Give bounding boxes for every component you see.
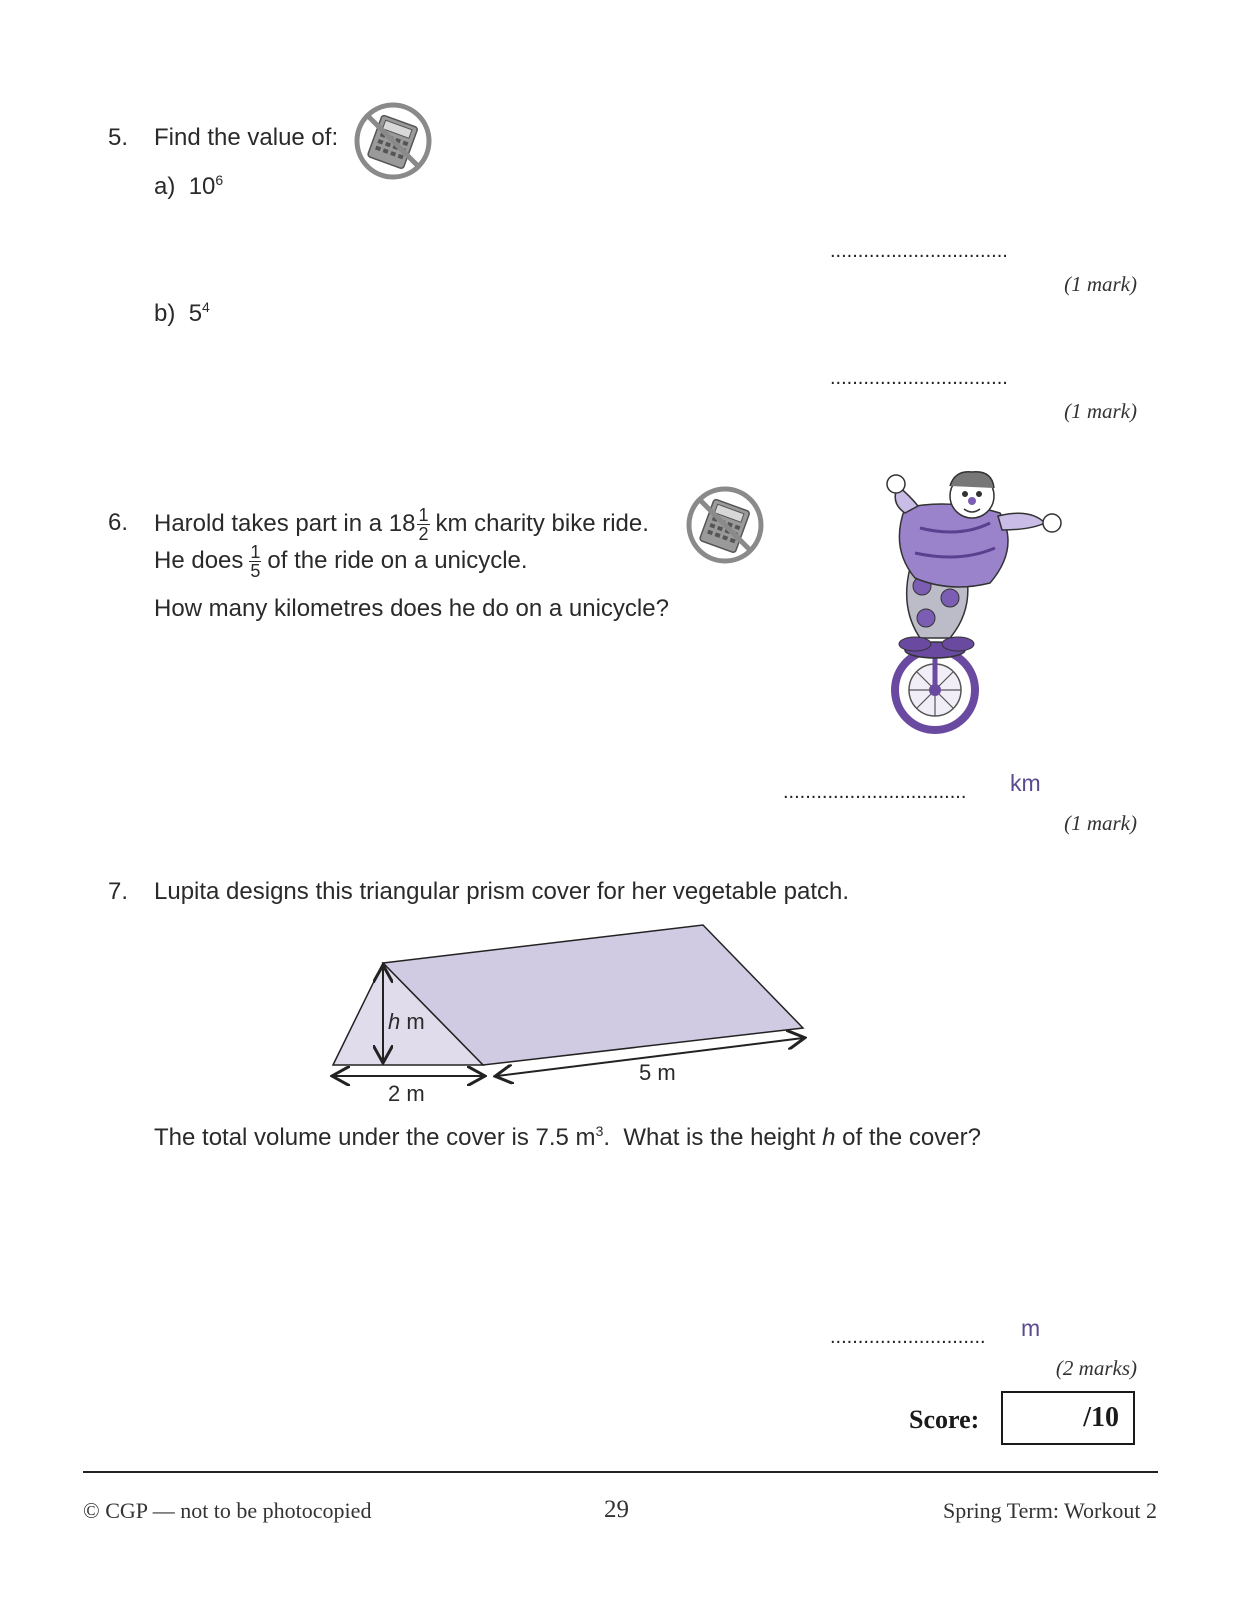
- q7-question: [154, 1123, 981, 1153]
- q5b-marks: (1 mark): [1064, 399, 1137, 423]
- q5a-exponent: 6: [215, 172, 224, 188]
- q6-answer-line[interactable]: .................................: [783, 781, 967, 803]
- q7-intro: Lupita designs this triangular prism cover for her vegetable patch.: [154, 878, 850, 905]
- footer-copyright: © CGP — not to be photocopied: [83, 1498, 372, 1523]
- triangular-prism-diagram: [320, 915, 820, 1115]
- q6-mixed-fraction: [417, 506, 429, 543]
- q5b-exponent: 4: [202, 299, 210, 315]
- footer-section: Spring Term: Workout 2: [942, 1498, 1157, 1523]
- q7-text-post: of the cover?: [835, 1124, 981, 1151]
- q6-fraction: [249, 543, 261, 580]
- q5-number: 5.: [108, 124, 129, 151]
- q7-variable: h: [822, 1124, 836, 1151]
- q6-frac-den: 5: [250, 560, 261, 581]
- q5-prompt: Find the value of:: [154, 124, 339, 151]
- clown-unicycle-illustration: [880, 468, 1080, 738]
- q6-marks: (1 mark): [1064, 811, 1137, 835]
- q5a-answer-line[interactable]: ................................: [830, 240, 1008, 262]
- no-calculator-icon: [684, 484, 766, 566]
- height-label: h m: [388, 1009, 425, 1034]
- q6-line2: [154, 541, 528, 581]
- no-calculator-icon: [352, 100, 434, 182]
- q6-mixed-den: 2: [418, 523, 429, 544]
- score-label: Score:: [909, 1405, 980, 1434]
- q5b-answer-line[interactable]: ................................: [830, 367, 1008, 389]
- q7-marks: (2 marks): [1055, 1356, 1137, 1380]
- q5b-label: b): [154, 300, 176, 327]
- length-label: 5 m: [639, 1060, 676, 1085]
- footer-divider: [83, 1471, 1158, 1473]
- q6-question: How many kilometres does he do on a unicycle?: [154, 595, 669, 622]
- q7-answer-line[interactable]: ............................: [830, 1326, 986, 1348]
- q5a: [154, 172, 223, 202]
- q5b: [154, 299, 210, 329]
- q5a-base: 10: [188, 173, 216, 200]
- q5b-base: 5: [188, 300, 203, 327]
- q7-number: 7.: [108, 878, 129, 905]
- score-box[interactable]: [1001, 1391, 1135, 1445]
- q6-unit: km: [1010, 770, 1041, 796]
- q6-line1: [154, 504, 649, 544]
- q6-line1-pre: Harold takes part in a 18: [154, 510, 416, 537]
- base-label: 2 m: [388, 1081, 425, 1106]
- q7-text-pre: The total volume under the cover is 7.5 m: [154, 1124, 596, 1151]
- q5a-marks: (1 mark): [1064, 272, 1137, 296]
- q5a-label: a): [154, 173, 176, 200]
- q6-frac-num: 1: [250, 541, 261, 562]
- q6-mixed-num: 1: [418, 504, 429, 525]
- page-number: 29: [604, 1496, 629, 1523]
- q6-number: 6.: [108, 509, 129, 536]
- q6-line2-post: of the ride on a unicycle.: [267, 547, 528, 574]
- q6-line2-pre: He does: [154, 547, 244, 574]
- q6-line1-post: km charity bike ride.: [435, 510, 649, 537]
- q7-text-mid: . What is the height: [603, 1124, 823, 1151]
- q7-exponent: 3: [595, 1123, 604, 1139]
- q7-unit: m: [1021, 1315, 1041, 1341]
- score-value: /10: [1083, 1402, 1119, 1433]
